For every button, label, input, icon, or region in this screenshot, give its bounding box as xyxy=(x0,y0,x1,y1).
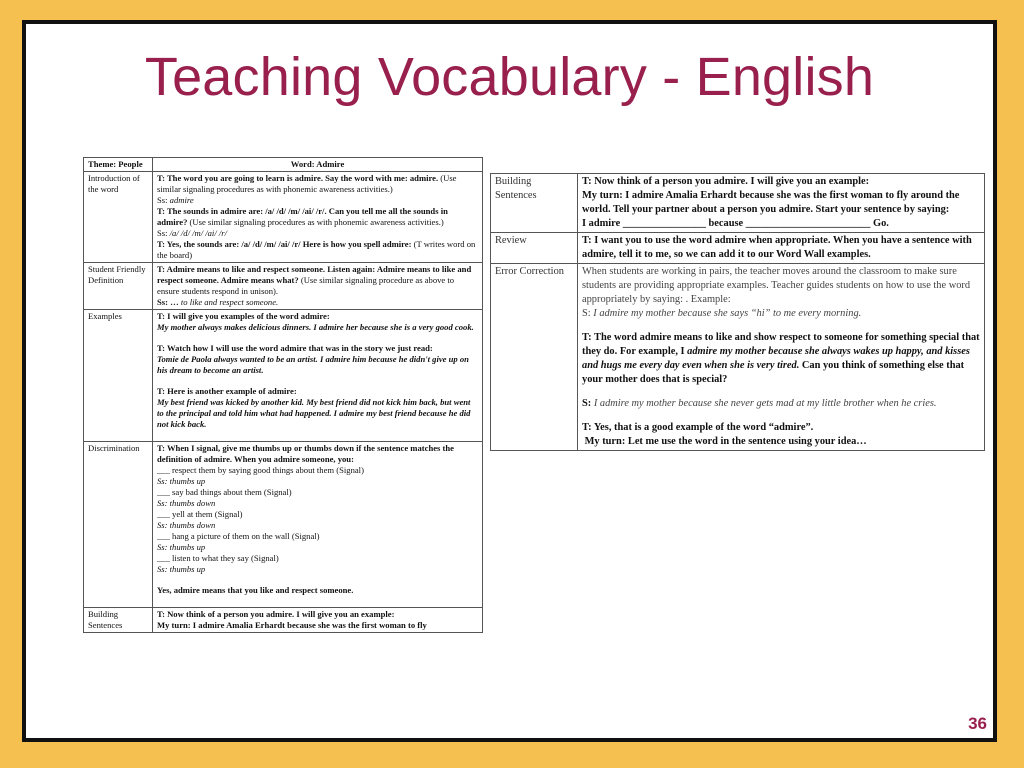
friendly-definition-content: T: Admire means to like and respect someone. Listen again: Admire means to like and respect someone. Admire means what? (Use similar signaling procedure as above to ensure students respond in unison). Ss: … to like and respect someone. xyxy=(153,263,483,310)
row-label-examples: Examples xyxy=(84,310,153,442)
row-label-building-sentences: Building Sentences xyxy=(491,174,578,233)
row-label-introduction: Introduction of the word xyxy=(84,172,153,263)
introduction-content: T: The word you are going to learn is admire. Say the word with me: admire. (Use similar signaling procedures as with phonemic awareness activities.) Ss: admire T: The sounds in admire are: /a/ /d/ /m/ /ai/ /r/. Can you tell me all the sounds in admire? (Use similar signaling procedures as with phonemic awareness activities.) Ss: /a/ /d/ /m/ /ai/ /r/ T: Yes, the sounds are: /a/ /d/ /m/ /ai/ /r/ Here is how you spell admire: (T writes word on the board) xyxy=(153,172,483,263)
table-row xyxy=(84,158,483,172)
row-label-building-sentences: Building Sentences xyxy=(84,608,153,633)
table-row xyxy=(491,174,985,233)
word-header: Word: Admire xyxy=(153,158,483,172)
review-content: T: I want you to use the word admire when appropriate. When you have a sentence with admire, tell it to me, so we can add it to our Word Wall examples. xyxy=(578,233,985,264)
table-row xyxy=(84,310,483,442)
discrimination-content: T: When I signal, give me thumbs up or thumbs down if the sentence matches the definition of admire. When you admire someone, you: ___ respect them by saying good things about them (Signal) Ss: thumbs up ___ say bad things about them (Signal) Ss: thumbs down ___ yell at them (Signal) Ss: thumbs down ___ hang a picture of them on the wall (Signal) Ss: thumbs up ___ listen to what they say (Signal) Ss: thumbs up Yes, admire means that you like and respect someone. xyxy=(153,442,483,608)
row-label-discrimination: Discrimination xyxy=(84,442,153,608)
slide-title: Teaching Vocabulary - English xyxy=(144,47,875,107)
table-row xyxy=(84,608,483,633)
table-row xyxy=(84,263,483,310)
table-row xyxy=(84,442,483,608)
building-sentences-content: T: Now think of a person you admire. I will give you an example: My turn: I admire Amalia Erhardt because she was the first woman to fly around the world. Tell your partner about a person you admire. Start your sentence by saying: I admire ________________ because ________________________ Go. xyxy=(578,174,985,233)
page-number: 36 xyxy=(968,714,987,733)
table-row xyxy=(491,264,985,451)
theme-header: Theme: People xyxy=(84,158,153,172)
lesson-table-left xyxy=(83,157,483,633)
row-label-error-correction: Error Correction xyxy=(491,264,578,451)
row-label-review: Review xyxy=(491,233,578,264)
lesson-table-right xyxy=(490,173,985,451)
table-row xyxy=(84,172,483,263)
table-row xyxy=(491,233,985,264)
building-sentences-content: T: Now think of a person you admire. I will give you an example: My turn: I admire Amalia Erhardt because she was the first woman to fly xyxy=(153,608,483,633)
examples-content: T: I will give you examples of the word admire: My mother always makes delicious dinners. I admire her because she is a very good cook. T: Watch how I will use the word admire that was in the story we just read: Tomie de Paola always wanted to be an artist. I admire him because he didn't give up on his dream to become an artist. T: Here is another example of admire: My best friend was kicked by another kid. My best friend did not kick him back, but went to the principal and told him what had happened. I admire my best friend because he did not kick back. xyxy=(153,310,483,442)
slide xyxy=(22,20,997,742)
error-correction-content: When students are working in pairs, the teacher moves around the classroom to make sure students are providing appropriate examples. Teacher guides students on how to use the word appropriately by saying: . Example: S: I admire my mother because she says “hi” to me every morning. T: The word admire means to like and show respect to someone for something special that they do. For example, I admire my mother because she always wakes up happy, and kisses and hugs me every day even when she is very tired. Can you think of something else that your mother does that is special? S: I admire my mother because she never gets mad at my little brother when he cries. T: Yes, that is a good example of the word “admire”. My turn: Let me use the word in the sentence using your idea… xyxy=(578,264,985,451)
row-label-friendly-definition: Student Friendly Definition xyxy=(84,263,153,310)
